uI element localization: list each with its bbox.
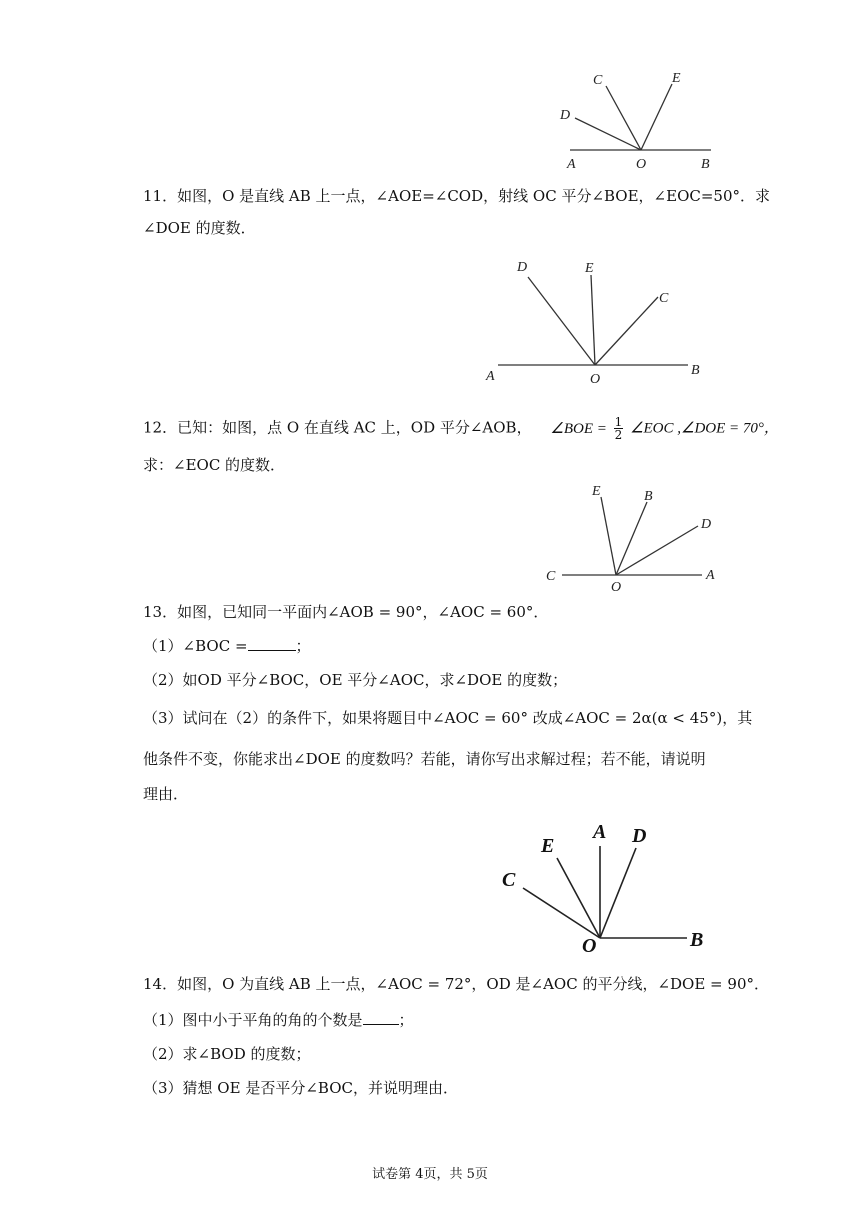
label-a: A (567, 157, 576, 172)
answer-blank[interactable] (248, 636, 296, 651)
figure-q11 (482, 255, 712, 390)
q13-sub2: （2）如OD 平分∠BOC，OE 平分∠AOC，求∠DOE 的度数； (143, 671, 568, 689)
q14-line1: 14．如图，O 为直线 AB 上一点，∠AOC = 72°，OD 是∠AOC 的平分线，∠DOE = 90°． (143, 975, 769, 993)
q12-text-c: ∠EOC ,∠DOE = 70°， (630, 420, 779, 437)
ray-oc (523, 888, 600, 938)
label-e: E (672, 71, 681, 86)
label-o: O (611, 580, 622, 593)
figure-q10 (555, 66, 725, 176)
ray-oe (641, 84, 672, 150)
label-d: D (517, 260, 528, 275)
label-e: E (592, 484, 601, 499)
q13-sub3-line2: 他条件不变，你能求出∠DOE 的度数吗？若能，请你写出求解过程；若不能，请说明 (143, 750, 706, 768)
figure-q12 (540, 478, 725, 593)
q14-sub2: （2）求∠BOD 的度数； (143, 1045, 311, 1063)
ray-oe (557, 858, 600, 938)
q12-text-a: 12．已知：如图，点 O 在直线 AC 上，OD 平分∠AOB， (143, 418, 532, 437)
label-c: C (659, 291, 669, 306)
label-b: B (701, 157, 710, 172)
q12-text-b: ∠BOE = (550, 420, 607, 437)
ray-oc (595, 297, 658, 365)
q11-line2: ∠DOE 的度数． (143, 219, 256, 237)
ray-od (575, 118, 641, 150)
q13-sub1-text: （1）∠BOC = (143, 637, 248, 655)
q13-sub3-line1: （3）试问在（2）的条件下，如果将题目中∠AOC = 60° 改成∠AOC = 2α(α < 45°)，其 (143, 709, 753, 727)
label-a: A (706, 568, 715, 583)
q13-sub1 (143, 636, 311, 656)
q14-sub1-text: （1）图中小于平角的角的个数是 (143, 1011, 363, 1029)
ray-oe (591, 275, 595, 365)
label-b: B (691, 363, 700, 378)
ray-oe (601, 497, 616, 575)
label-d: D (701, 517, 712, 532)
fraction-denominator: 2 (614, 428, 623, 442)
label-b: B (690, 929, 704, 951)
label-o: O (590, 372, 601, 387)
figure-q13 (495, 812, 720, 957)
label-d: D (632, 825, 647, 847)
ray-ob (616, 502, 647, 575)
label-c: C (593, 73, 603, 88)
q11-line1: 11．如图，O 是直线 AB 上一点，∠AOE=∠COD，射线 OC 平分∠BOE，∠EOC=50°．求 (143, 187, 771, 205)
label-c: C (502, 869, 516, 891)
fraction-numerator: 1 (614, 415, 623, 429)
page-footer: 试卷第 4页，共 5页 (372, 1167, 488, 1182)
q13-sub3-line3: 理由． (143, 785, 189, 803)
label-a: A (486, 369, 495, 384)
label-c: C (546, 569, 556, 584)
q13-sub1-end: ； (295, 637, 311, 655)
label-d: D (560, 108, 571, 123)
q14-sub3: （3）猜想 OE 是否平分∠BOC，并说明理由． (143, 1079, 458, 1097)
label-e: E (541, 835, 555, 857)
answer-blank[interactable] (363, 1010, 399, 1025)
label-a: A (593, 821, 607, 843)
ray-oc (606, 86, 641, 150)
q12-line2: 求：∠EOC 的度数． (143, 456, 286, 474)
label-b: B (644, 489, 653, 504)
label-o: O (636, 157, 647, 172)
label-o: O (582, 935, 597, 957)
label-e: E (585, 261, 594, 276)
q14-sub1 (143, 1010, 414, 1030)
q14-sub1-end: ； (398, 1011, 414, 1029)
q12-line1 (143, 416, 779, 441)
ray-od (616, 526, 698, 575)
q13-line1: 13．如图，已知同一平面内∠AOB = 90°，∠AOC = 60°． (143, 603, 549, 621)
q12-fraction (614, 416, 624, 441)
ray-od (600, 848, 636, 938)
ray-od (528, 277, 595, 365)
